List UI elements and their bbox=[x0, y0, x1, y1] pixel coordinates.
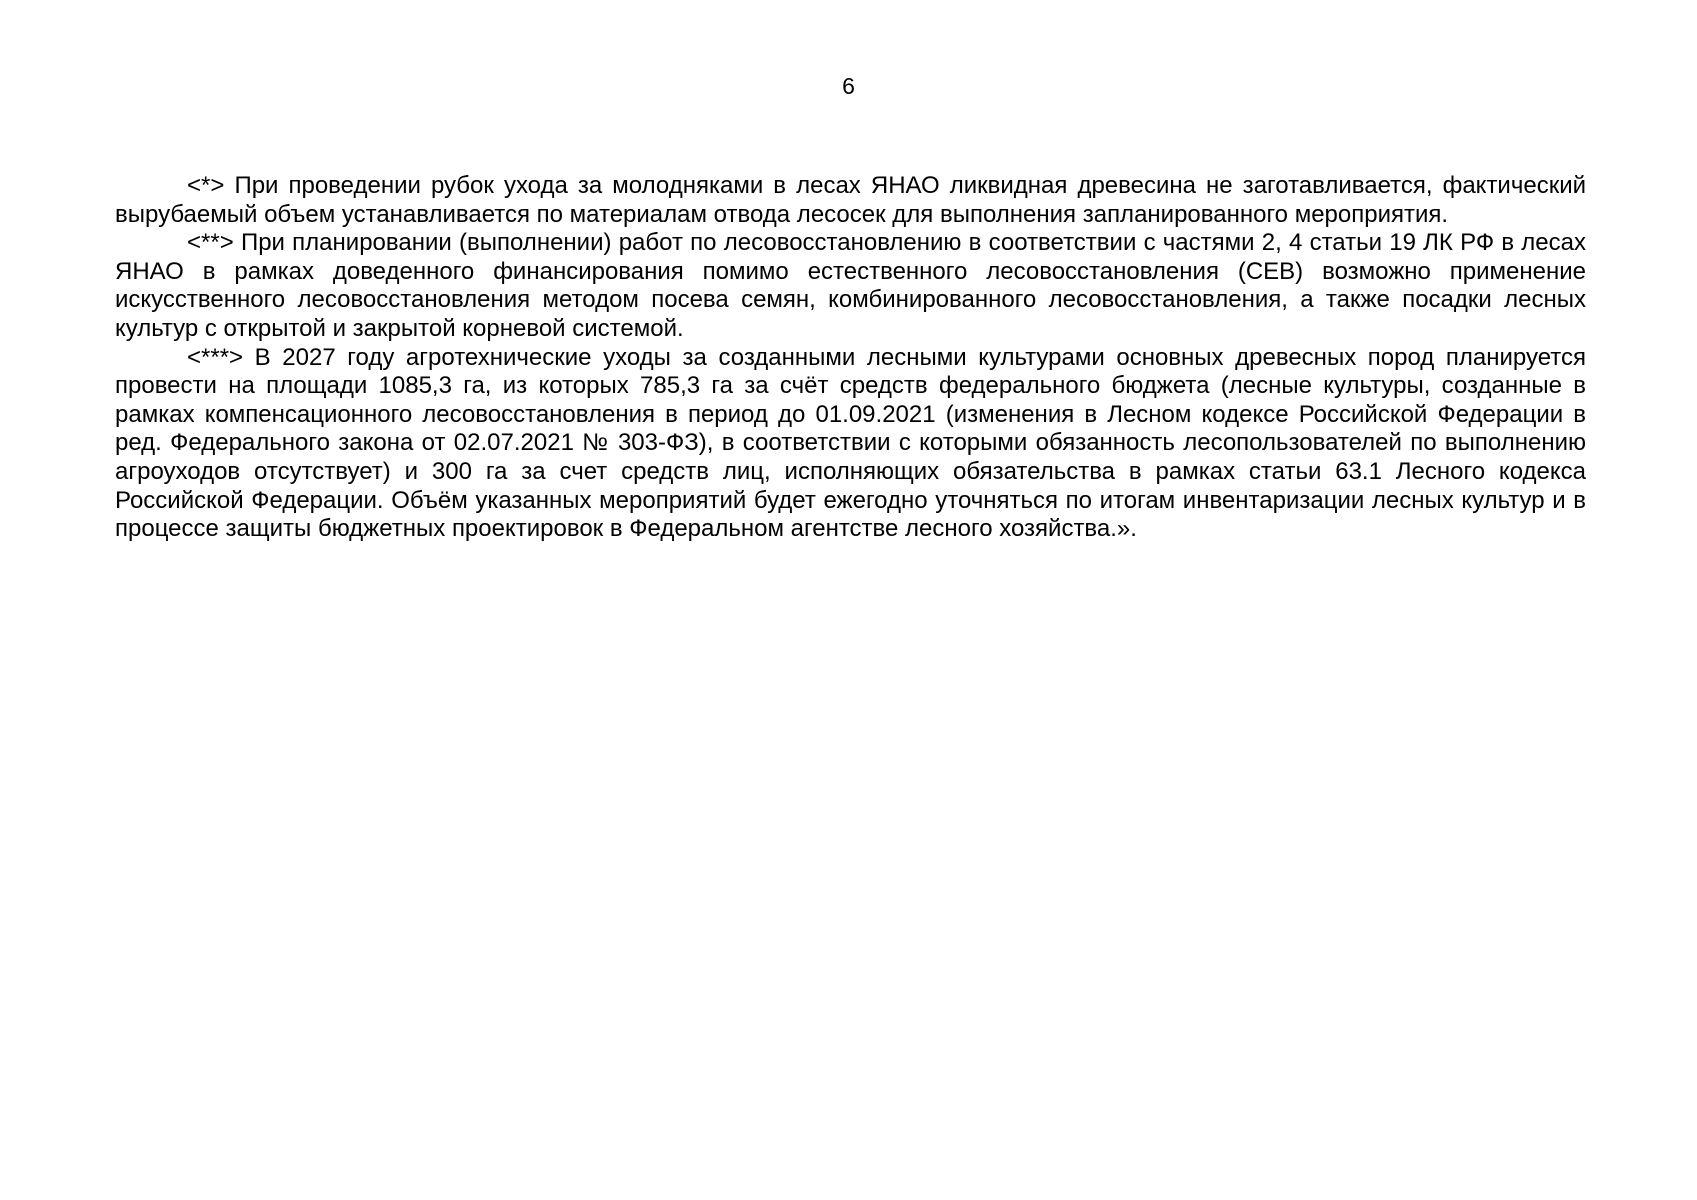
footnote-marker: <***> bbox=[187, 343, 244, 371]
footnotes-block bbox=[115, 172, 1586, 544]
footnote-marker: <**> bbox=[187, 229, 234, 257]
footnote-2 bbox=[115, 229, 1586, 343]
footnote-3 bbox=[115, 344, 1586, 544]
footnote-text: При проведении рубок ухода за молодняками в лесах ЯНАО ликвидная древесина не заготавливается, фактический вырубаемый объем устанавливается по материалам отвода лесосек для выполнения запланированного мероприятия. bbox=[115, 172, 1587, 228]
page-number: 6 bbox=[842, 73, 855, 99]
footnote-marker: <*> bbox=[187, 172, 225, 199]
footnote-1 bbox=[115, 172, 1586, 229]
footnote-text: При планировании (выполнении) работ по лесовосстановлению в соответствии с частями 2, 4 статьи 19 ЛК РФ в лесах ЯНАО в рамках доведенного финансирования помимо естественного лесовосстановления (СЕВ) возможно применение искусственного лесовосстановления методом посева семян, комбинированного лесовосстановления, а также посадки лесных культур с открытой и закрытой корневой системой. bbox=[115, 229, 1587, 342]
footnote-text: В 2027 году агротехнические уходы за созданными лесными культурами основных древесных пород планируется провести на площади 1085,3 га, из которых 785,3 га за счёт средств федерального бюджета (лесные культуры, созданные в рамках компенсационного лесовосстановления в период до 01.09.2021 (изменения в Лесном кодексе Российской Федерации в ред. Федерального закона от 02.07.2021 № 303-ФЗ), в соответствии с которыми обязанность лесопользователей по выполнению агроуходов отсутствует) и 300 га за счет средств лиц, исполняющих обязательства в рамках статьи 63.1 Лесного кодекса Российской Федерации. Объём указанных мероприятий будет ежегодно уточняться по итогам инвентаризации лесных культур и в процессе защиты бюджетных проектировок в Федеральном агентстве лесного хозяйства.». bbox=[115, 343, 1586, 543]
